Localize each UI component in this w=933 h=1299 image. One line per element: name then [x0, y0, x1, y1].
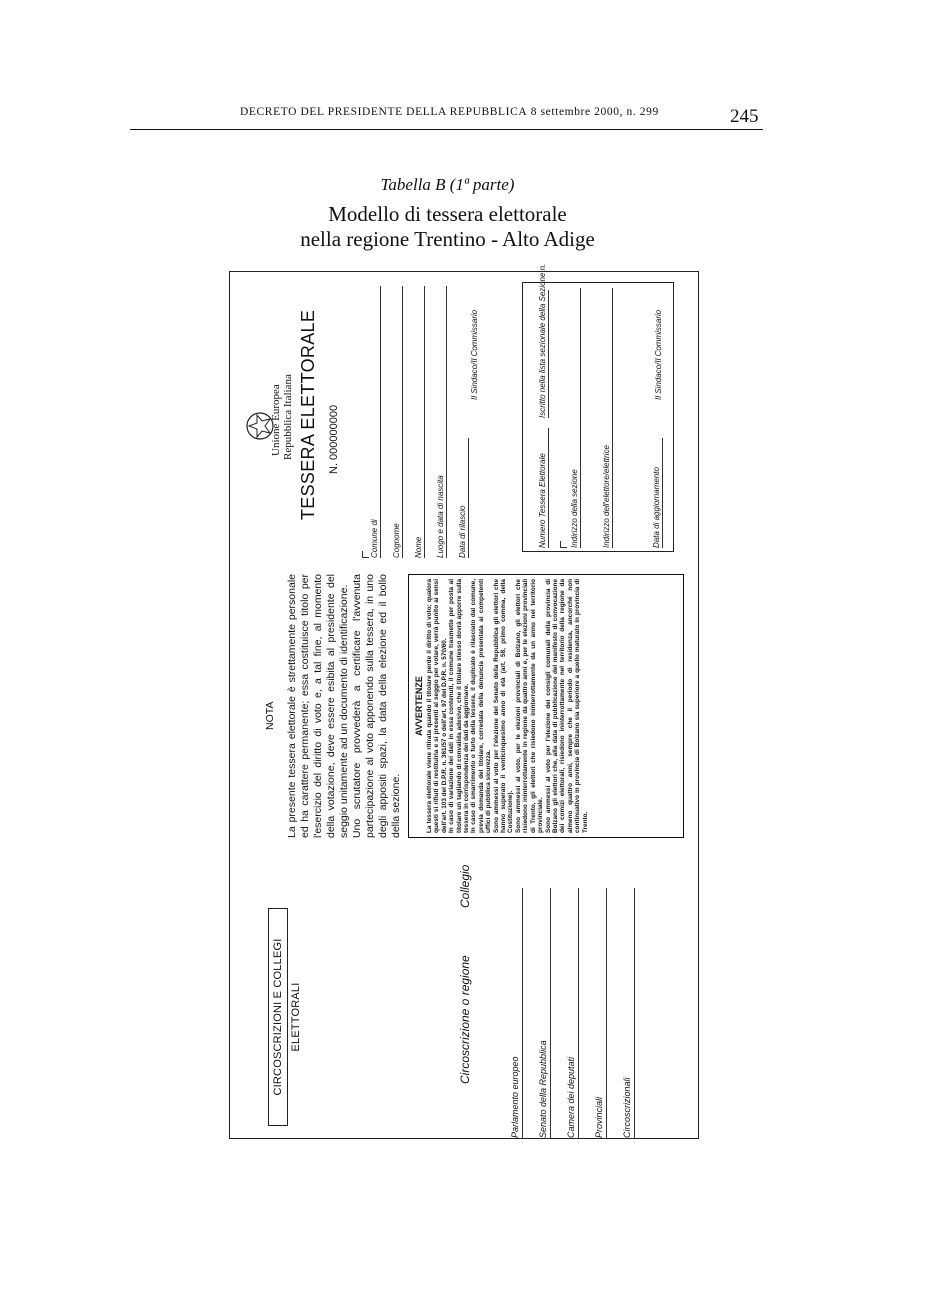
row-label: Circoscrizionali — [622, 1077, 632, 1138]
comune-field — [370, 286, 381, 558]
avvertenze-box — [408, 574, 684, 838]
circoscrizioni-box-title: CIRCOSCRIZIONI E COLLEGI ELETTORALI — [268, 908, 288, 1126]
avvertenze-text — [426, 579, 589, 833]
field-label: Cognome — [392, 523, 401, 558]
numero-tessera-field — [538, 428, 549, 548]
avvertenze-paragraph: Sono ammessi al voto per l'elezione del Senato della Repubblica gli elettori che hanno superato il venticinquesimo anno di età (art. 58, primo comma, della Costituzione). — [492, 579, 515, 833]
avvertenze-paragraph: Sono ammessi al voto, per le elezioni provinciali di Bolzano, gli elettori che risiedono ininterrottamente in regione da quattro anni e, per le elezioni provinciali di Trento, gli elettori che risiedono ininterrottamente da un anno nel territorio provinciale. — [514, 579, 545, 833]
union-line: Unione Europea — [270, 384, 282, 456]
circoscrizione-row — [566, 888, 579, 1138]
sindaco-signature: Il Sindaco/Il Commissario — [654, 309, 663, 400]
avvertenze-paragraph: In caso di variazione dei dati in essa contenuti, il comune trasmette per posta al titolare un tagliando di convalida adesivo, che il titolare stesso dovrà apporre sulla tessera in corrispondenza dei dati da aggiornare. — [448, 579, 471, 833]
circoscrizione-row — [594, 888, 607, 1138]
field-corner — [560, 541, 567, 548]
field-label: Numero Tessera Elettorale — [538, 453, 547, 548]
tessera-number: N. 000000000 — [328, 404, 340, 474]
field-corner — [362, 551, 369, 558]
nota-title: NOTA — [264, 701, 276, 730]
running-head — [240, 106, 659, 118]
circoscrizione-row — [538, 888, 551, 1138]
nota-paragraph: La presente tessera elettorale è strettamente personale ed ha carattere permanente; essa costituisce titolo per l'esercizio del diritto di voto e, a tal fine, al momento della votazione, deve essere esibita al presidente del seggio unitamente ad un documento di identificazione. — [286, 574, 350, 838]
running-title: DECRETO DEL PRESIDENTE DELLA REPUBBLICA — [240, 106, 528, 118]
collegio-column-header: Collegio — [458, 864, 472, 908]
field-label: Iscritto nella lista sezionale della Sezione n. — [538, 263, 547, 418]
avvertenze-paragraph: Sono ammessi al voto per l'elezione dei consigli comunali della provincia di Bolzano gli elettori che, alla data di pubblicazione del manifesto di convocazione dei comizi elettorali, risiedono ininterrottamente nel territorio della regione da almeno quattro anni, sempre che il periodo di residenza, ancorché non continuativo in provincia di Bolzano sia superiore a quello maturato in provincia di Trento. — [544, 579, 589, 833]
field-label: Indirizzo della sezione — [570, 469, 579, 548]
field-label: Data di aggiornamento — [652, 467, 661, 548]
running-date: 8 settembre 2000, n. 299 — [530, 106, 659, 118]
cognome-field — [392, 286, 403, 558]
field-label: Data di rilascio — [458, 505, 467, 558]
circoscrizione-row — [622, 888, 635, 1138]
nota-paragraph: Uno scrutatore provvederà a certificare l'avvenuta partecipazione al voto apponendo sulla tessera, in uno degli appositi spazi, la data della elezione ed il bollo della sezione. — [351, 574, 402, 838]
circoscrizione-column-header: Circoscrizione o regione — [458, 955, 472, 1084]
rotated-card-content — [230, 263, 700, 1140]
table-title — [0, 202, 895, 252]
avvertenze-title: AVVERTENZE — [414, 676, 424, 736]
field-label: Indirizzo dell'elettore/elettrice — [602, 445, 611, 548]
sindaco-signature: Il Sindaco/Il Commissario — [470, 309, 479, 400]
row-label: Camera dei deputati — [566, 1056, 576, 1138]
data-rilascio-field — [458, 438, 469, 558]
row-label: Senato della Repubblica — [538, 1040, 548, 1138]
field-label: Luogo e data di nascita — [436, 475, 445, 558]
data-aggiornamento-field — [652, 438, 663, 548]
field-label: Comune di — [370, 519, 379, 558]
indirizzo-elettore-field — [602, 288, 613, 548]
header-rule — [130, 129, 763, 130]
circoscrizione-row — [510, 888, 523, 1138]
avvertenze-paragraph: In caso di smarrimento o furto della tessera, il duplicato è rilasciato dal comune, previa domanda del titolare, corredata della denuncia presentata ai competenti uffici di pubblica sicurezza. — [470, 579, 493, 833]
table-title-line2: nella regione Trentino - Alto Adige — [300, 227, 595, 251]
luogo-data-nascita-field — [436, 286, 447, 558]
table-label: Tabella B (1ª parte) — [380, 175, 515, 194]
electoral-card-model — [229, 263, 699, 1139]
iscritto-sezione-field — [538, 263, 549, 418]
table-title-line1: Modello di tessera elettorale — [328, 202, 567, 226]
indirizzo-sezione-field — [570, 288, 581, 548]
nota-text — [286, 574, 403, 838]
page-number: 245 — [730, 106, 759, 127]
field-label: Nome — [414, 536, 423, 558]
row-label: Parlamento europeo — [510, 1056, 520, 1138]
tessera-title: TESSERA ELETTORALE — [298, 309, 318, 520]
avvertenze-paragraph: La tessera elettorale viene ritirata quando il titolare perde il diritto di voto; qualora questi si rifiuti di restituirla e si presenti al seggio per votare, verrà punito ai sensi dell'art. 103 del D.P.R. n. 361/57 o dell'art. 97 del D.P.R. n. 570/60. — [426, 579, 448, 833]
nome-field — [414, 286, 425, 558]
republic-line: Repubblica Italiana — [282, 374, 294, 460]
row-label: Provinciali — [594, 1096, 604, 1138]
